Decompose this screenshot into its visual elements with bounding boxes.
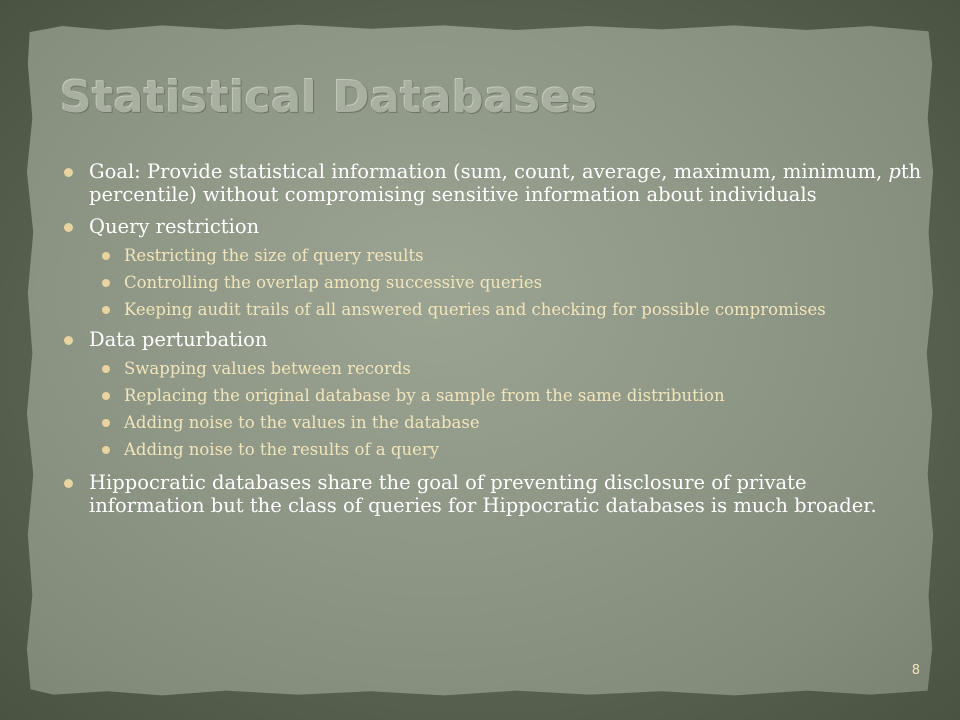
sub-bullet: Controlling the overlap among successive queries [62, 273, 922, 292]
bullet-query-restriction: Query restriction [62, 215, 922, 238]
sub-bullet: Swapping values between records [62, 359, 922, 378]
bullet-list [62, 160, 922, 517]
page-number: 8 [911, 663, 920, 678]
sub-bullet: Adding noise to the values in the database [62, 413, 922, 432]
sub-bullet: Restricting the size of query results [62, 246, 922, 265]
bullet-data-perturbation: Data perturbation [62, 328, 922, 351]
sub-bullet: Adding noise to the results of a query [62, 440, 922, 459]
sub-bullet: Replacing the original database by a sample from the same distribution [62, 386, 922, 405]
sub-bullet: Keeping audit trails of all answered queries and checking for possible compromises [62, 300, 922, 319]
bullet-hippocratic: Hippocratic databases share the goal of preventing disclosure of private information but the class of queries for Hippocratic databases is much broader. [62, 471, 922, 517]
bullet-goal-text-2: th percentile) without compromising sensitive information about individuals [89, 160, 922, 206]
bullet-goal-text-1: Goal: Provide statistical information (sum, count, average, maximum, minimum, [89, 160, 889, 183]
bullet-goal-italic: p [888, 160, 901, 183]
slide-title: Statistical Databases [60, 72, 598, 123]
bullet-goal [62, 160, 922, 206]
